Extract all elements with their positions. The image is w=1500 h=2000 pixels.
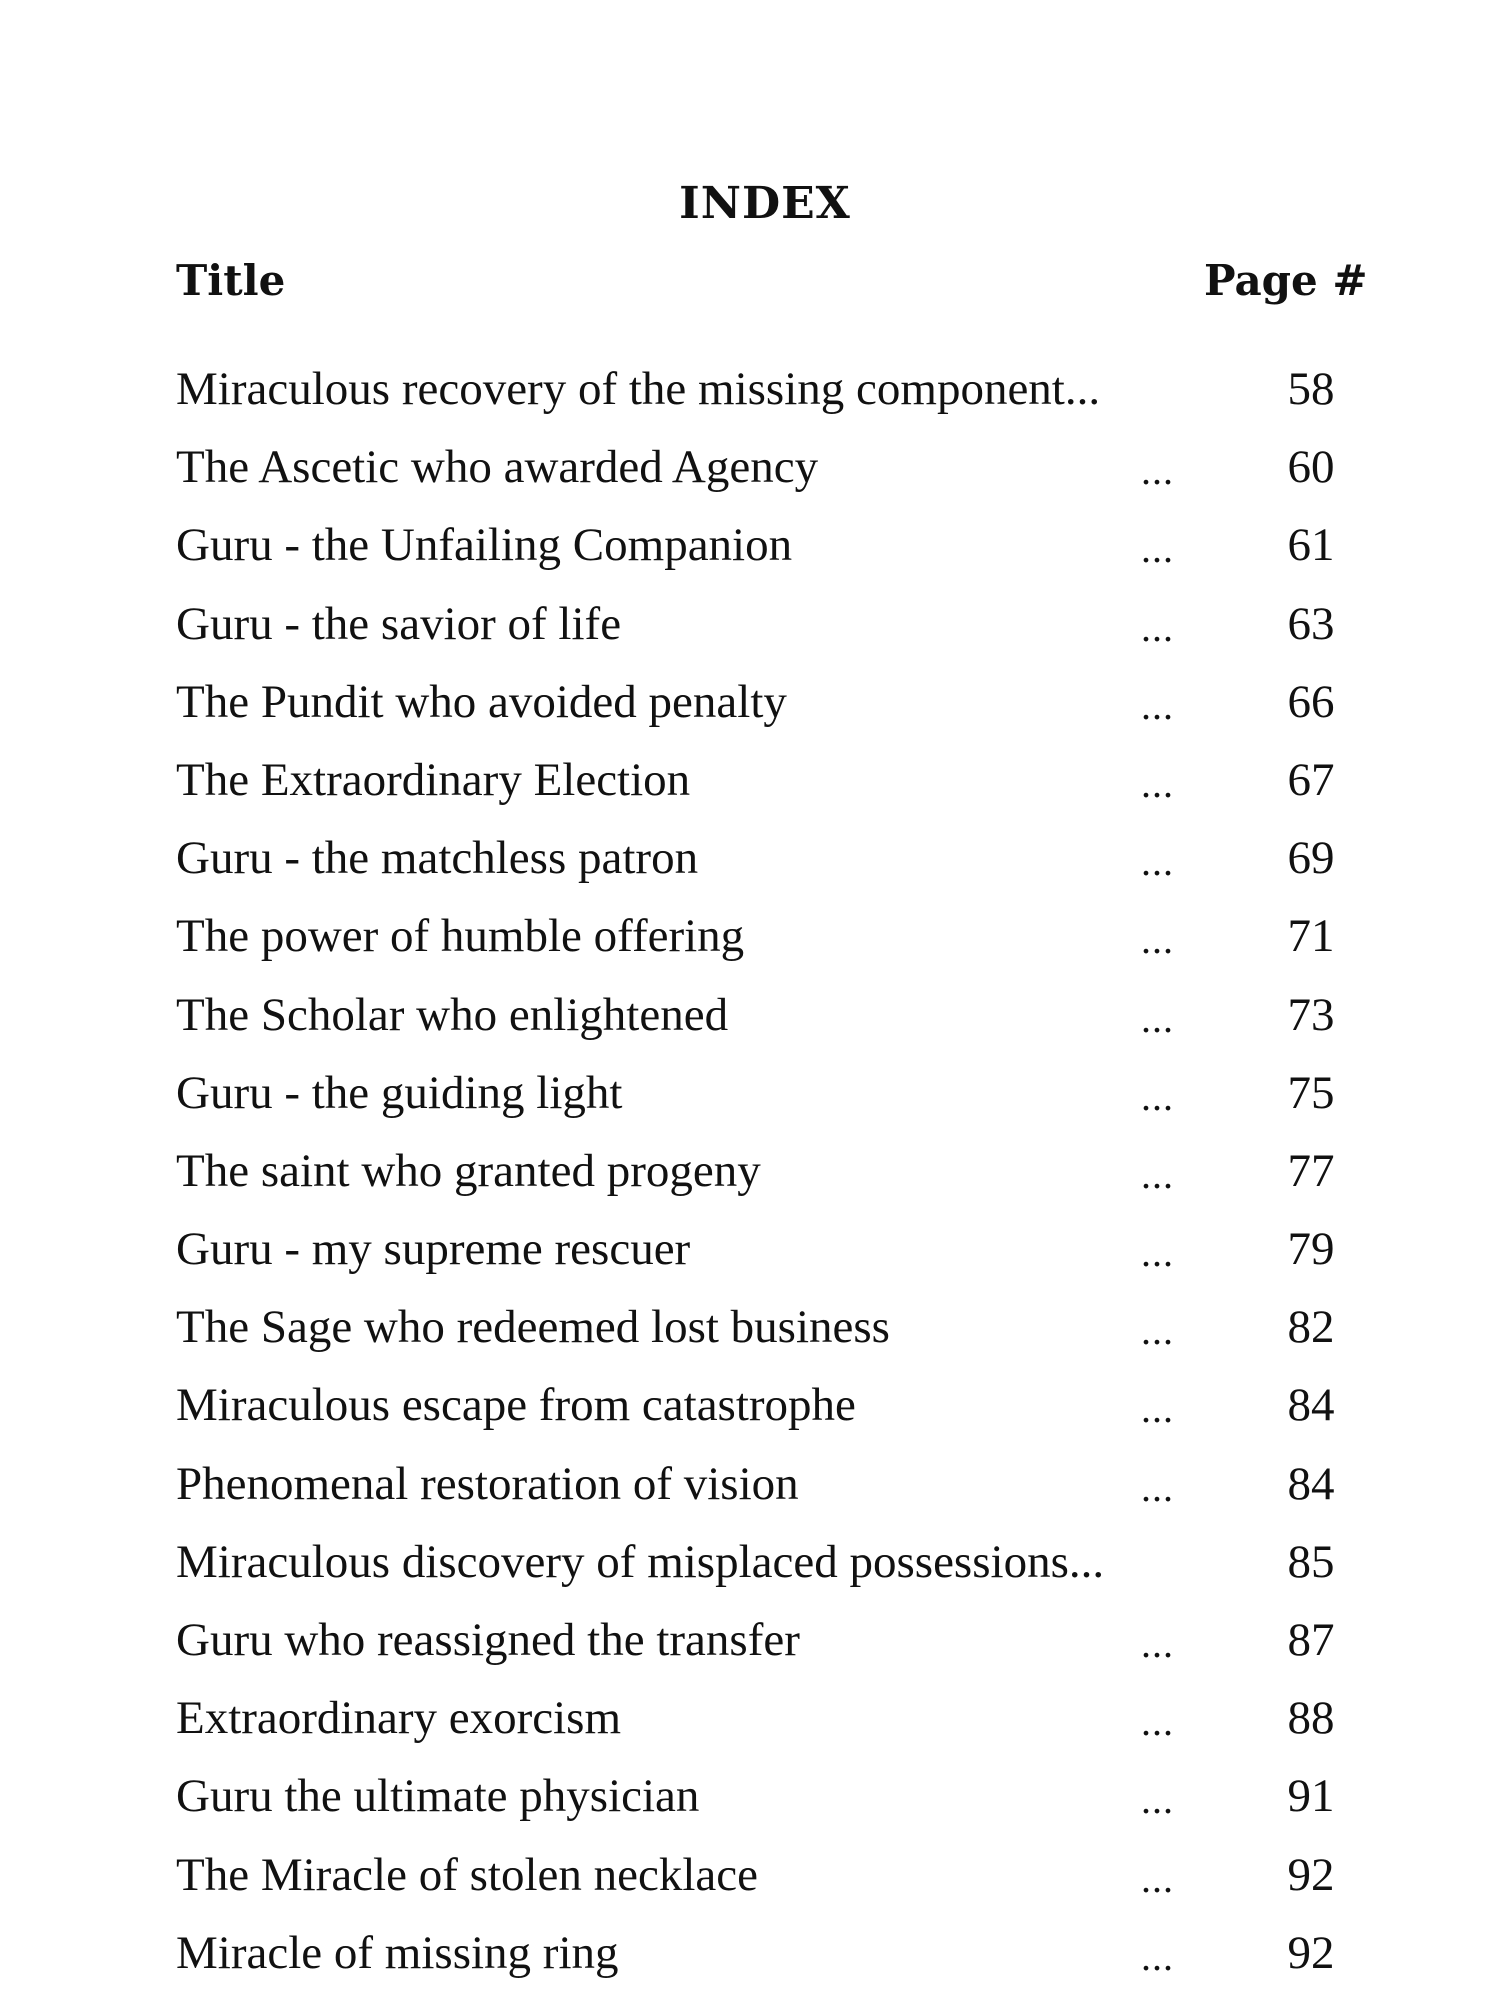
entry-leader-dots: ... bbox=[1141, 1073, 1174, 1119]
index-entry bbox=[176, 1445, 1366, 1523]
index-entry bbox=[176, 1523, 1366, 1601]
entry-page-number: 75 bbox=[1287, 1066, 1335, 1119]
entry-leader-dots: ... bbox=[1141, 1308, 1174, 1354]
entry-page-number: 92 bbox=[1287, 1926, 1335, 1979]
entry-leader-dots: ... bbox=[1141, 604, 1174, 650]
entry-leader-dots: ... bbox=[1141, 1933, 1174, 1979]
entry-title: Guru the ultimate physician bbox=[176, 1770, 700, 1823]
index-entry bbox=[176, 663, 1366, 741]
entry-page-number: 84 bbox=[1287, 1457, 1335, 1510]
entry-leader-dots: ... bbox=[1141, 1855, 1174, 1901]
index-entry bbox=[176, 1679, 1366, 1757]
entry-title: The Pundit who avoided penalty bbox=[176, 675, 787, 728]
entry-page-number: 82 bbox=[1287, 1301, 1335, 1354]
index-entry bbox=[176, 976, 1366, 1054]
entry-leader-dots: ... bbox=[1141, 760, 1174, 806]
entry-page-number: 67 bbox=[1287, 753, 1335, 806]
entry-leader-dots: ... bbox=[1141, 995, 1174, 1041]
entry-title: The saint who granted progeny bbox=[176, 1144, 761, 1197]
index-entry bbox=[176, 1914, 1366, 1992]
entry-leader-dots: ... bbox=[1141, 1464, 1174, 1510]
entry-title: The Miracle of stolen necklace bbox=[176, 1848, 758, 1901]
entry-page-number: 60 bbox=[1287, 441, 1335, 494]
entry-leader-dots: ... bbox=[1141, 839, 1174, 885]
index-entry bbox=[176, 428, 1366, 506]
index-entry bbox=[176, 1366, 1366, 1444]
entry-page-number: 79 bbox=[1287, 1223, 1335, 1276]
entry-page-number: 92 bbox=[1287, 1848, 1335, 1901]
entry-title: Phenomenal restoration of vision bbox=[176, 1457, 799, 1510]
index-entry bbox=[176, 1757, 1366, 1835]
entry-leader-dots: ... bbox=[1141, 1151, 1174, 1197]
column-header-title: Title bbox=[176, 256, 286, 305]
entry-page-number: 84 bbox=[1287, 1379, 1335, 1432]
index-entry bbox=[176, 1210, 1366, 1288]
entry-leader-dots: ... bbox=[1141, 1777, 1174, 1823]
page-title: INDEX bbox=[679, 178, 851, 229]
entry-leader-dots: ... bbox=[1141, 1699, 1174, 1745]
index-entry bbox=[176, 1132, 1366, 1210]
entry-title: Extraordinary exorcism bbox=[176, 1692, 622, 1745]
entry-title: Guru - the Unfailing Companion bbox=[176, 519, 793, 572]
entry-title: Guru - the savior of life bbox=[176, 597, 622, 650]
entry-page-number: 63 bbox=[1287, 597, 1335, 650]
entry-title: The power of humble offering bbox=[176, 910, 745, 963]
index-entry bbox=[176, 1836, 1366, 1914]
entry-page-number: 88 bbox=[1287, 1692, 1335, 1745]
entry-page-number: 61 bbox=[1287, 519, 1335, 572]
index-entry bbox=[176, 1601, 1366, 1679]
index-entry bbox=[176, 741, 1366, 819]
entry-page-number: 91 bbox=[1287, 1770, 1335, 1823]
entry-title: Miracle of missing ring bbox=[176, 1926, 619, 1979]
index-entry bbox=[176, 506, 1366, 584]
entry-page-number: 69 bbox=[1287, 832, 1335, 885]
index-entry bbox=[176, 1054, 1366, 1132]
entry-page-number: 77 bbox=[1287, 1144, 1335, 1197]
entry-page-number: 85 bbox=[1287, 1535, 1335, 1588]
entry-title: The Sage who redeemed lost business bbox=[176, 1301, 890, 1354]
entry-title: The Ascetic who awarded Agency bbox=[176, 441, 819, 494]
entry-title: Miraculous recovery of the missing component... bbox=[176, 363, 1101, 415]
entry-title: The Scholar who enlightened bbox=[176, 988, 729, 1041]
entry-page-number: 71 bbox=[1287, 910, 1335, 963]
entry-title: Miraculous escape from catastrophe bbox=[176, 1379, 856, 1432]
entry-title: Guru - my supreme rescuer bbox=[176, 1223, 691, 1276]
entry-page-number: 87 bbox=[1287, 1614, 1335, 1666]
entry-leader-dots: ... bbox=[1141, 526, 1174, 572]
entry-leader-dots: ... bbox=[1141, 682, 1174, 728]
entry-leader-dots: ... bbox=[1141, 1230, 1174, 1276]
entry-title: Guru - the guiding light bbox=[176, 1066, 623, 1119]
entry-leader-dots: ... bbox=[1141, 917, 1174, 963]
entry-title: Miraculous discovery of misplaced possessions... bbox=[176, 1535, 1105, 1588]
entry-page-number: 73 bbox=[1287, 988, 1335, 1041]
index-list bbox=[176, 350, 1366, 1992]
entry-leader-dots: ... bbox=[1141, 448, 1174, 494]
entry-title: Guru who reassigned the transfer bbox=[176, 1614, 800, 1666]
index-entry bbox=[176, 897, 1366, 975]
index-entry bbox=[176, 350, 1366, 428]
entry-page-number: 66 bbox=[1287, 675, 1335, 728]
entry-leader-dots: ... bbox=[1141, 1386, 1174, 1432]
entry-leader-dots: ... bbox=[1141, 1621, 1174, 1666]
index-entry bbox=[176, 1288, 1366, 1366]
column-header-page: Page # bbox=[1204, 256, 1368, 305]
entry-title: Guru - the matchless patron bbox=[176, 832, 699, 885]
entry-title: The Extraordinary Election bbox=[176, 753, 691, 806]
index-entry bbox=[176, 819, 1366, 897]
entry-page-number: 58 bbox=[1287, 363, 1335, 415]
index-entry bbox=[176, 585, 1366, 663]
